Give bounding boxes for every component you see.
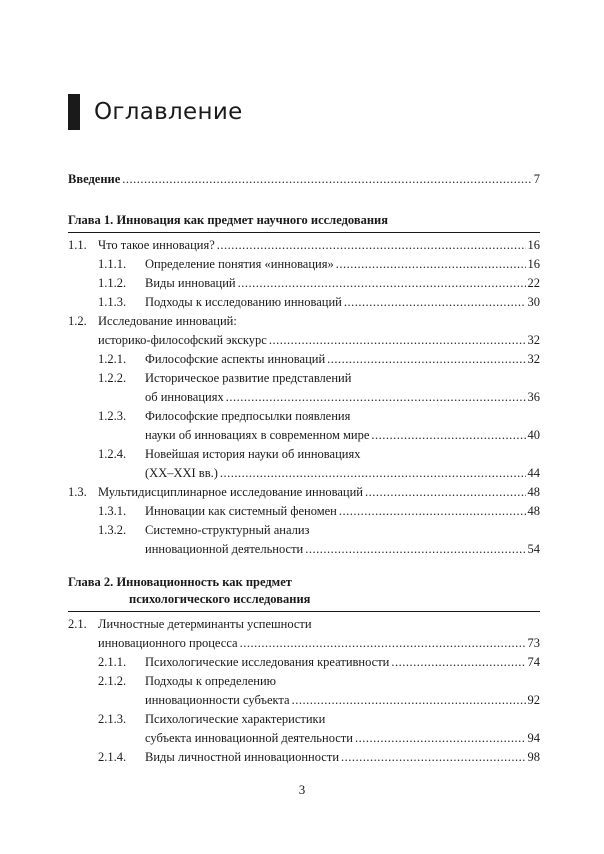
entry-text-line1: Личностные детерминанты успешности	[98, 617, 312, 631]
chapter-2-title-line1: Инновационность как предмет	[116, 575, 292, 589]
entry-text: Мультидисциплинарное исследование инноваций	[98, 485, 363, 499]
intro-page: 7	[533, 172, 540, 186]
entry-number: 1.3.	[68, 485, 87, 499]
toc-entry-1-1[interactable]	[68, 236, 540, 255]
entry-text: (XX–XXI вв.)	[145, 466, 218, 480]
entry-text-line1: Новейшая история науки об инновациях	[145, 447, 361, 461]
entry-page: 40	[527, 428, 540, 442]
toc-entry-1-1-1[interactable]	[68, 255, 540, 274]
entry-page: 54	[527, 542, 540, 556]
entry-text: инновационного процесса	[98, 636, 238, 650]
dot-leader	[122, 172, 531, 187]
dot-leader	[305, 540, 525, 559]
entry-page: 48	[527, 485, 540, 499]
dot-leader	[217, 236, 526, 255]
entry-page: 32	[527, 352, 540, 366]
entry-page: 32	[527, 333, 540, 347]
chapter-2	[68, 574, 540, 767]
toc-entry-1-3[interactable]	[68, 483, 540, 502]
toc-entry-1-1-2[interactable]	[68, 274, 540, 293]
entry-page: 16	[527, 238, 540, 252]
dot-leader	[365, 483, 526, 502]
intro-label: Введение	[68, 172, 121, 186]
dot-leader	[226, 388, 526, 407]
dot-leader	[336, 255, 526, 274]
entry-page: 44	[527, 466, 540, 480]
entry-page: 74	[527, 655, 540, 669]
entry-number: 2.1.1.	[98, 655, 127, 669]
entry-number: 1.2.2.	[98, 371, 127, 385]
entry-number: 1.2.3.	[98, 409, 127, 423]
dot-leader	[238, 274, 526, 293]
entry-page: 94	[527, 731, 540, 745]
entry-number: 2.1.	[68, 617, 87, 631]
dot-leader	[327, 350, 525, 369]
dot-leader	[269, 331, 526, 350]
chapter-2-title	[68, 574, 540, 612]
dot-leader	[391, 653, 525, 672]
dot-leader	[371, 426, 525, 445]
entry-page: 92	[527, 693, 540, 707]
toc-entry-1-3-2[interactable]	[68, 521, 540, 559]
entry-page: 48	[527, 504, 540, 518]
entry-page: 73	[527, 636, 540, 650]
entry-text: Подходы к исследованию инноваций	[145, 295, 342, 309]
toc-entry-1-2[interactable]	[68, 312, 540, 350]
entry-number: 1.3.1.	[98, 504, 127, 518]
entry-text: Определение понятия «инновация»	[145, 257, 334, 271]
entry-text: науки об инновациях в современном мире	[145, 428, 370, 442]
toc-header	[68, 94, 243, 130]
entry-text: инновационности субъекта	[145, 693, 290, 707]
dot-leader	[344, 293, 526, 312]
toc-entry-2-1-4[interactable]	[68, 748, 540, 767]
entry-text: об инновациях	[145, 390, 224, 404]
toc-entry-1-1-3[interactable]	[68, 293, 540, 312]
entry-number: 1.3.2.	[98, 523, 127, 537]
entry-number: 1.1.3.	[98, 295, 127, 309]
dot-leader	[292, 691, 526, 710]
entry-text-line1: Подходы к определению	[145, 674, 277, 688]
chapter-1-title-text: Инновация как предмет научного исследования	[116, 213, 389, 227]
dot-leader	[339, 502, 526, 521]
toc-entry-intro[interactable]	[68, 172, 540, 187]
entry-number: 1.1.	[68, 238, 87, 252]
toc-entry-1-2-2[interactable]	[68, 369, 540, 407]
entry-page: 30	[527, 295, 540, 309]
chapter-1	[68, 212, 540, 559]
chapter-1-number: Глава 1.	[68, 213, 114, 227]
entry-number: 2.1.3.	[98, 712, 127, 726]
dot-leader	[355, 729, 526, 748]
entry-text-line1: Психологические характеристики	[145, 712, 326, 726]
entry-number: 2.1.4.	[98, 750, 127, 764]
chapter-2-title-line2: психологического исследования	[129, 592, 311, 606]
entry-text: историко-философский экскурс	[98, 333, 267, 347]
toc-entry-2-1-2[interactable]	[68, 672, 540, 710]
entry-text: Философские аспекты инноваций	[145, 352, 326, 366]
entry-text: Инновации как системный феномен	[145, 504, 337, 518]
entry-text: Что такое инновация?	[98, 238, 215, 252]
toc-entry-2-1-3[interactable]	[68, 710, 540, 748]
entry-text: инновационной деятельности	[145, 542, 304, 556]
entry-text: субъекта инновационной деятельности	[145, 731, 353, 745]
entry-number: 1.2.4.	[98, 447, 127, 461]
entry-number: 1.2.1.	[98, 352, 127, 366]
entry-text-line1: Системно-структурный анализ	[145, 523, 310, 537]
toc-entry-1-2-3[interactable]	[68, 407, 540, 445]
entry-page: 36	[527, 390, 540, 404]
page-title: Оглавление	[94, 99, 243, 125]
toc-entry-1-2-4[interactable]	[68, 445, 540, 483]
entry-number: 1.1.1.	[98, 257, 127, 271]
chapter-2-number: Глава 2.	[68, 575, 114, 589]
chapter-1-title	[68, 212, 540, 233]
entry-text: Виды инноваций	[145, 276, 236, 290]
toc-entry-2-1[interactable]	[68, 615, 540, 653]
entry-text: Психологические исследования креативности	[145, 655, 390, 669]
page-number: 3	[298, 782, 306, 797]
entry-page: 98	[527, 750, 540, 764]
entry-number: 1.2.	[68, 314, 87, 328]
dot-leader	[341, 748, 525, 767]
toc-entry-1-2-1[interactable]	[68, 350, 540, 369]
entry-number: 2.1.2.	[98, 674, 127, 688]
entry-page: 22	[527, 276, 540, 290]
title-marker-bar	[68, 94, 80, 130]
toc-entry-1-3-1[interactable]	[68, 502, 540, 521]
entry-number: 1.1.2.	[98, 276, 127, 290]
entry-text-line1: Философские предпосылки появления	[145, 409, 351, 423]
dot-leader	[220, 464, 526, 483]
entry-text-line1: Исследование инноваций:	[98, 314, 237, 328]
entry-page: 16	[527, 257, 540, 271]
entry-text-line1: Историческое развитие представлений	[145, 371, 352, 385]
entry-text: Виды личностной инновационности	[145, 750, 340, 764]
dot-leader	[240, 634, 526, 653]
toc-entry-2-1-1[interactable]	[68, 653, 540, 672]
